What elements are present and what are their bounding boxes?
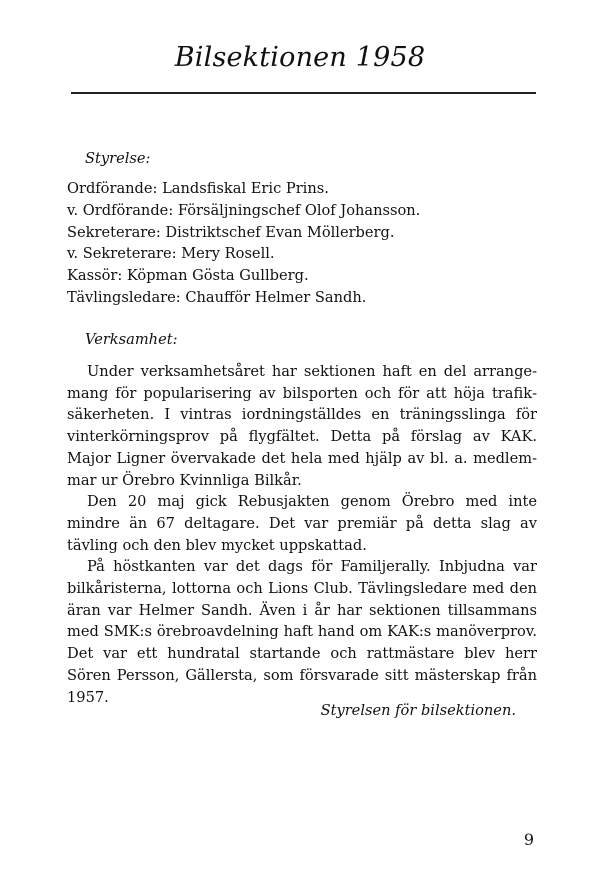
page-title: Bilsektionen 1958 [174, 42, 426, 73]
board-member: Ordförande: Landsfiskal Eric Prins. [67, 180, 329, 197]
paragraph: Under verksamhetsåret har sektionen haft en del arrangemang för popularisering av bilsporten och för att höja trafiksäkerheten. I vintras iordningställdes en träningsslinga för vinterkörningsprov på flygfältet. Detta på förslag av KAK. Major Ligner övervakade det hela med hjälp av bl. a. medlemmar ur Örebro Kvinnliga Bilkår. [67, 363, 537, 489]
board-member: Tävlingsledare: Chaufför Helmer Sandh. [67, 288, 367, 306]
verksamhet-text [67, 361, 537, 708]
styrelse-section [67, 148, 537, 170]
paragraph: Den 20 maj gick Rebusjakten genom Örebro med inte mindre än 67 deltagare. Det var premiär på detta slag av tävling och den blev mycket uppskattad. [67, 493, 537, 554]
board-member: v. Sekreterare: Mery Rosell. [67, 245, 275, 263]
styrelse-heading: Styrelse: [85, 150, 151, 167]
paragraph: På höstkanten var det dags för Familjerally. Inbjudna var bilkåristerna, lottorna och Lions Club. Tävlingsledare med den äran var Helmer Sandh. Även i år har sektionen tillsammans med SMK:s örebroavdelning haft hand om KAK:s manöverprov. Det var ett hundratal startande och rattmästare blev herr Sören Persson, Gällersta, som försvarade sitt mästerskap från 1957. [67, 558, 537, 706]
board-member: Sekreterare: Distriktschef Evan Möllerberg. [67, 223, 395, 241]
signature: Styrelsen för bilsektionen. [320, 702, 516, 719]
board-list [67, 178, 537, 309]
verksamhet-section [67, 329, 537, 351]
title-rule [71, 92, 536, 94]
verksamhet-heading: Verksamhet: [85, 331, 178, 348]
board-member: Kassör: Köpman Gösta Gullberg. [67, 267, 309, 285]
board-member: v. Ordförande: Försäljningschef Olof Johansson. [67, 201, 421, 219]
page-number: 9 [523, 830, 534, 849]
